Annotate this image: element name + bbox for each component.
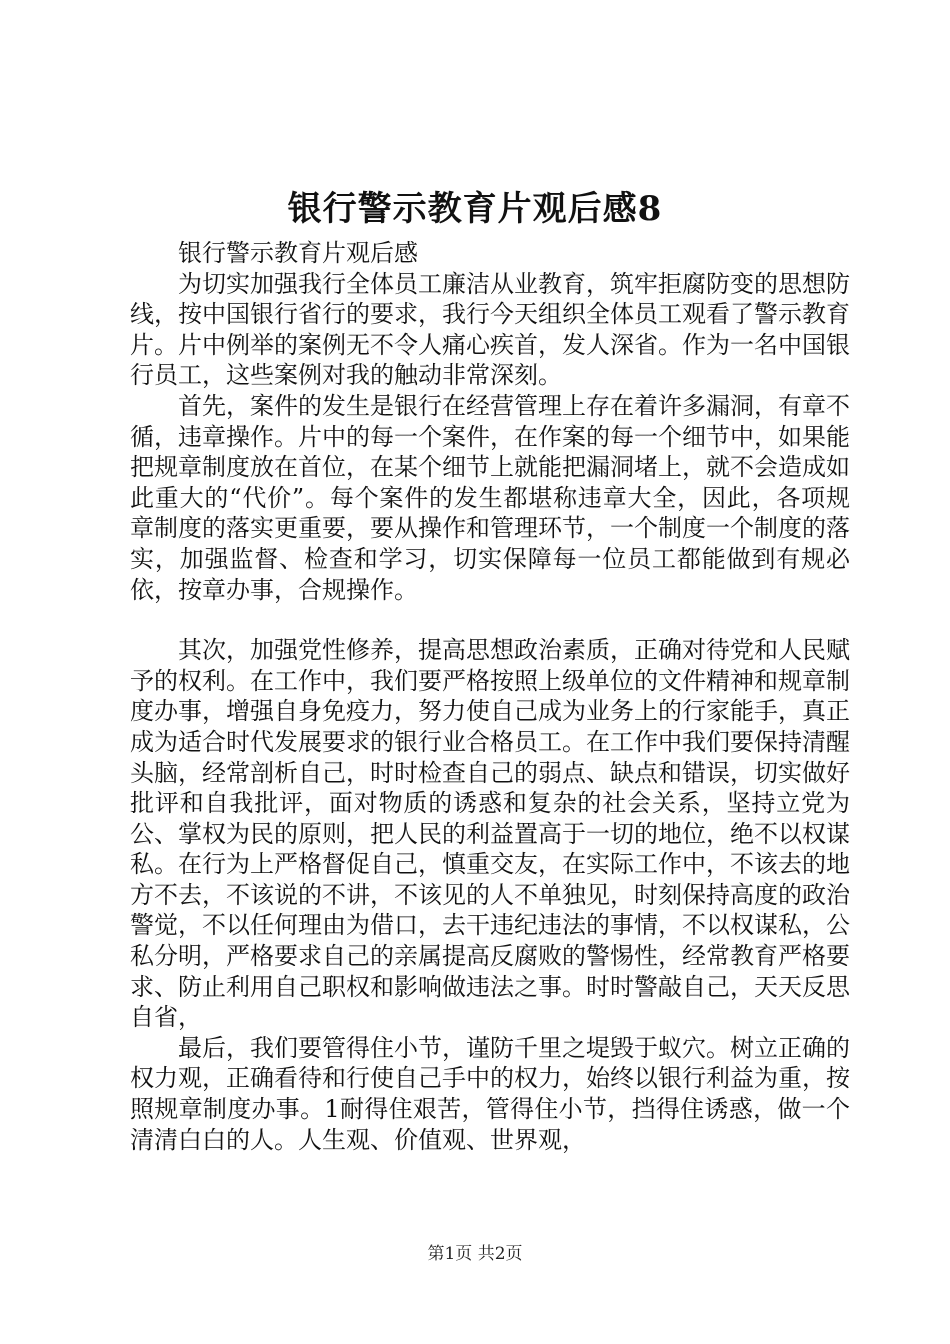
first-point-paragraph: 首先，案件的发生是银行在经营管理上存在着许多漏洞，有章不循，违章操作。片中的每一个案件，在作案的每一个细节中，如果能把规章制度放在首位，在某个细节上就能把漏洞堵上，就不会造成如此重大的“代价”。每个案件的发生都堪称违章大全，因此，各项规章制度的落实更重要，要从操作和管理环节，一个制度一个制度的落实，加强监督、检查和学习，切实保障每一位员工都能做到有规必依，按章办事，合规操作。 (130, 391, 850, 604)
page-number-footer: 第1页 共2页 (427, 1244, 523, 1264)
subtitle-paragraph: 银行警示教育片观后感 (178, 239, 418, 267)
document-title: 银行警示教育片观后感8 (287, 189, 663, 229)
final-point-paragraph: 最后，我们要管得住小节，谨防千里之堤毁于蚁穴。树立正确的权力观，正确看待和行使自己手中的权力，始终以银行利益为重，按照规章制度办事。1耐得住艰苦，管得住小节，挡得住诱惑，做一个清清白白的人。人生观、价值观、世界观， (130, 1033, 850, 1154)
document-body (130, 238, 850, 1155)
second-point-paragraph: 其次，加强党性修养，提高思想政治素质，正确对待党和人民赋予的权利。在工作中，我们要严格按照上级单位的文件精神和规章制度办事，增强自身免疫力，努力使自己成为业务上的行家能手，真正成为适合时代发展要求的银行业合格员工。在工作中我们要保持清醒头脑，经常剖析自己，时时检查自己的弱点、缺点和错误，切实做好批评和自我批评，面对物质的诱惑和复杂的社会关系，坚持立党为公、掌权为民的原则，把人民的利益置高于一切的地位，绝不以权谋私。在行为上严格督促自己，慎重交友，在实际工作中，不该去的地方不去，不该说的不讲，不该见的人不单独见，时刻保持高度的政治警觉，不以任何理由为借口，去干违纪违法的事情，不以权谋私，公私分明，严格要求自己的亲属提高反腐败的警惕性，经常教育严格要求、防止利用自己职权和影响做违法之事。时时警敲自己，天天反思自省， (130, 636, 850, 1032)
intro-paragraph: 为切实加强我行全体员工廉洁从业教育，筑牢拒腐防变的思想防线，按中国银行省行的要求，我行今天组织全体员工观看了警示教育片。片中例举的案例无不令人痛心疾首，发人深省。作为一名中国银行员工，这些案例对我的触动非常深刻。 (130, 269, 850, 390)
